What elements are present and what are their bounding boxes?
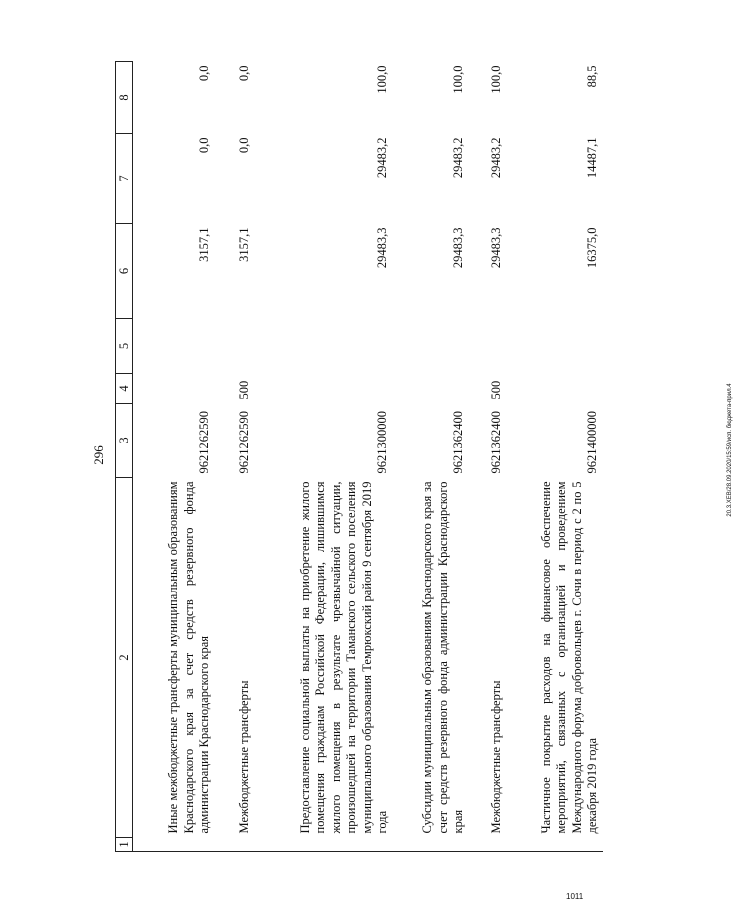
col5-cell (507, 319, 603, 374)
column-header-5: 5 (116, 319, 133, 374)
col6-cell: 29483,3 (375, 227, 389, 269)
description-cell: Межбюджетные трансферты (237, 680, 251, 834)
col5-cell (469, 319, 507, 374)
col7-cell: 29483,2 (451, 137, 465, 179)
table-row (393, 62, 469, 852)
description-cell: Иные межбюджетные трансферты муниципальным образованиям Краснодарского края за счет средств резервного фонда администрации Краснодарского края (166, 481, 211, 834)
description-cell: Субсидии муниципальным образованиям Краснодарского края за счет средств резервного фонда администрации Краснодарского края (420, 481, 465, 834)
vr-cell: 500 (489, 380, 503, 400)
col8-cell: 100,0 (375, 65, 389, 94)
column-header-4: 4 (116, 374, 133, 404)
vr-cell: 500 (237, 380, 251, 400)
col5-cell (255, 319, 393, 374)
table-row (507, 62, 603, 852)
col8-cell: 100,0 (451, 65, 465, 94)
col8-cell: 100,0 (489, 65, 503, 94)
row-index-cell (215, 838, 255, 852)
col7-cell: 14487,1 (585, 137, 599, 179)
column-header-2: 2 (116, 478, 133, 838)
col7-cell: 0,0 (237, 137, 251, 154)
row-index-cell (393, 838, 469, 852)
table-row (215, 62, 255, 852)
row-index-cell (255, 838, 393, 852)
corner-mark: 1011 (566, 892, 584, 901)
col7-cell: 29483,2 (375, 137, 389, 179)
col6-cell: 3157,1 (197, 227, 211, 262)
col7-cell: 0,0 (197, 137, 211, 154)
table-row (469, 62, 507, 852)
description-cell: Предоставление социальной выплаты на приобретение жилого помещения гражданам Российской Федерации, лишившимся жилого помещения в результате чрезвычайной ситуации, произошедшей на территории Таманского сельского поселения муниципального образования Темрюкский район 9 сентября 2019 года (297, 481, 389, 834)
csr-cell: 9621362400 (489, 411, 503, 474)
row-index-cell (469, 838, 507, 852)
page-number: 296 (91, 445, 106, 465)
col8-cell: 88,5 (585, 65, 599, 88)
vr-cell (255, 374, 393, 404)
csr-cell: 9621362400 (451, 411, 465, 474)
table-row (133, 62, 215, 852)
col6-cell: 16375,0 (585, 227, 599, 269)
col8-cell: 0,0 (197, 65, 211, 82)
column-header-8: 8 (116, 62, 133, 134)
row-index-cell (507, 838, 603, 852)
col6-cell: 29483,3 (451, 227, 465, 269)
column-number-row (116, 62, 133, 852)
col6-cell: 3157,1 (237, 227, 251, 262)
document-footer-note: 20.3.XEB/28.09.2020/15:59/исп. бюджета-прил.4 (727, 383, 733, 517)
column-header-3: 3 (116, 404, 133, 478)
column-header-1: 1 (116, 838, 133, 852)
col7-cell: 29483,2 (489, 137, 503, 179)
csr-cell: 9621400000 (585, 411, 599, 474)
column-header-7: 7 (116, 134, 133, 224)
col5-cell (215, 319, 255, 374)
budget-table-wrapper (115, 62, 599, 852)
col8-cell: 0,0 (237, 65, 251, 82)
vr-cell (133, 374, 215, 404)
table-row (255, 62, 393, 852)
vr-cell (507, 374, 603, 404)
description-cell: Межбюджетные трансферты (489, 680, 503, 834)
column-header-6: 6 (116, 224, 133, 319)
description-cell: Частичное покрытие расходов на финансовое обеспечение мероприятий, связанных с организацией и проведением Международного форума добровольцев г. Сочи в период с 2 по 5 декабря 2019 года (538, 481, 599, 834)
csr-cell: 9621262590 (197, 411, 211, 474)
budget-table (115, 61, 603, 852)
csr-cell: 9621262590 (237, 411, 251, 474)
row-index-cell (133, 838, 215, 852)
col5-cell (133, 319, 215, 374)
vr-cell (393, 374, 469, 404)
budget-table-rotated (115, 62, 599, 852)
col6-cell: 29483,3 (489, 227, 503, 269)
csr-cell: 9621300000 (375, 411, 389, 474)
col5-cell (393, 319, 469, 374)
